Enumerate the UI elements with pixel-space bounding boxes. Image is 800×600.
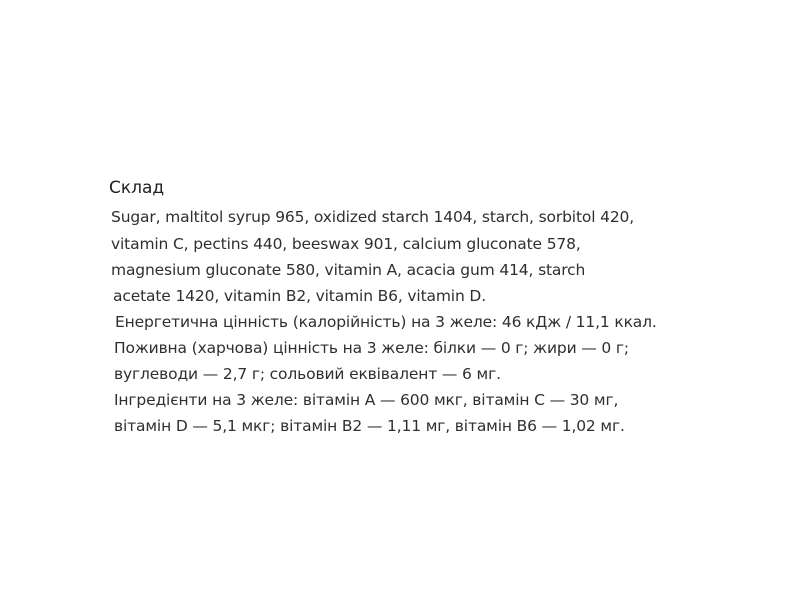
- section-title: Склад: [109, 178, 165, 198]
- text-line: вуглеводи — 2,7 г; сольовий еквівалент — 6 мг.: [114, 365, 501, 383]
- text-line: magnesium gluconate 580, vitamin A, acacia gum 414, starch: [111, 261, 586, 279]
- text-line: vitamin C, pectins 440, beeswax 901, calcium gluconate 578,: [111, 235, 581, 253]
- text-line: Енергетична цінність (калорійність) на 3 желе: 46 кДж / 11,1 ккал.: [115, 313, 657, 331]
- text-line: acetate 1420, vitamin B2, vitamin B6, vitamin D.: [113, 287, 486, 305]
- text-line: вітамін D — 5,1 мкг; вітамін В2 — 1,11 мг, вітамін В6 — 1,02 мг.: [114, 417, 625, 435]
- text-line: Інгредієнти на 3 желе: вітамін А — 600 мкг, вітамін С — 30 мг,: [114, 391, 619, 409]
- text-line: Поживна (харчова) цінність на 3 желе: білки — 0 г; жири — 0 г;: [114, 339, 629, 357]
- text-line: Sugar, maltitol syrup 965, oxidized starch 1404, starch, sorbitol 420,: [111, 208, 635, 226]
